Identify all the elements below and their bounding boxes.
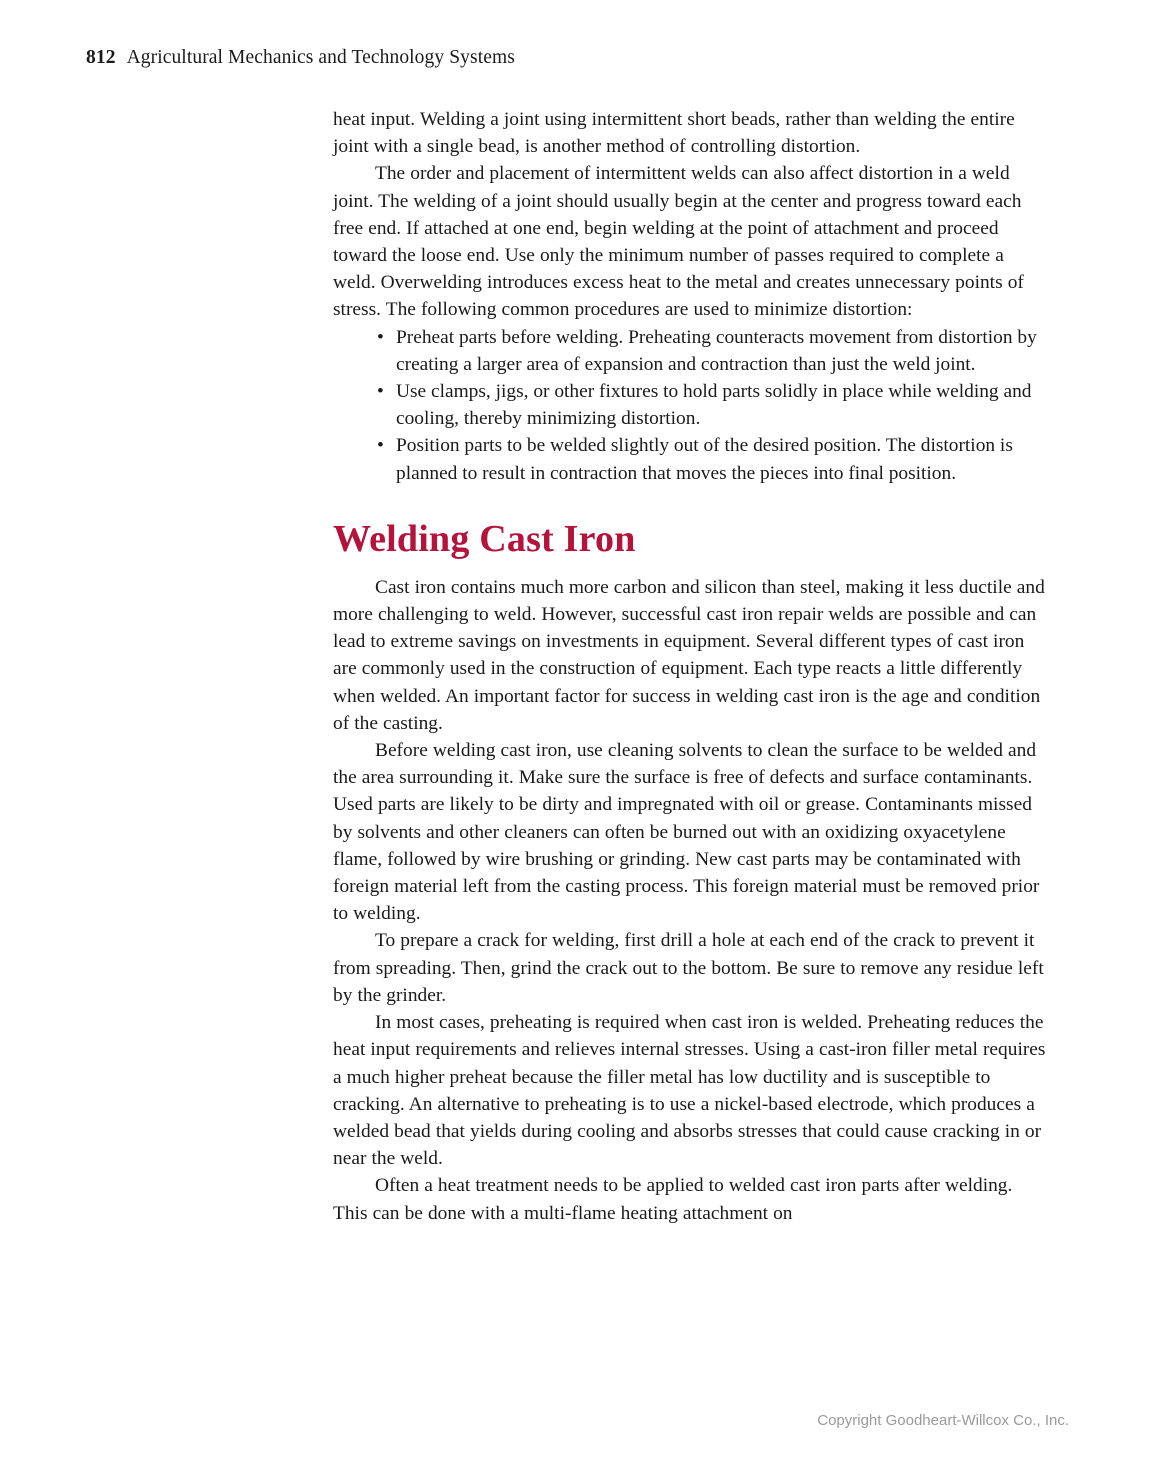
list-item xyxy=(333,324,1049,378)
section-heading: Welding Cast Iron xyxy=(333,517,636,560)
list-item-text: Preheat parts before welding. Preheating counteracts movement from distortion by creating a larger area of expansion and contraction than just the weld joint. xyxy=(396,326,1037,375)
paragraph-7: Often a heat treatment needs to be applied to welded cast iron parts after welding. This can be done with a multi-flame heating attachment on xyxy=(333,1175,1013,1224)
bullet-icon: • xyxy=(377,435,384,457)
paragraph-1: heat input. Welding a joint using intermittent short beads, rather than welding the entire joint with a single bead, is another method of controlling distortion. xyxy=(333,109,1015,158)
paragraph-2: The order and placement of intermittent welds can also affect distortion in a weld joint. The welding of a joint should usually begin at the center and progress toward each free end. If attached at one end, begin welding at the point of attachment and proceed toward the loose end. Use only the minimum number of passes required to complete a weld. Overwelding introduces excess heat to the metal and creates unnecessary points of stress. The following common procedures are used to minimize distortion: xyxy=(333,163,1024,321)
copyright-footer: Copyright Goodheart-Willcox Co., Inc. xyxy=(817,1412,1069,1429)
bullet-icon: • xyxy=(377,326,384,348)
text-column xyxy=(333,106,1049,1227)
running-head-title: Agricultural Mechanics and Technology Systems xyxy=(126,47,515,68)
list-item xyxy=(333,432,1049,486)
procedures-bullet-list xyxy=(333,324,1049,487)
page-number: 812 xyxy=(86,47,116,68)
paragraph-5: To prepare a crack for welding, first drill a hole at each end of the crack to prevent it from spreading. Then, grind the crack out to the bottom. Be sure to remove any residue left by the grinder. xyxy=(333,930,1044,1006)
spacer-before-heading xyxy=(333,487,1049,517)
list-item-text: Use clamps, jigs, or other fixtures to hold parts solidly in place while welding and cooling, thereby minimizing distortion. xyxy=(396,381,1032,430)
paragraph-6: In most cases, preheating is required when cast iron is welded. Preheating reduces the heat input requirements and relieves internal stresses. Using a cast-iron filler metal requires a much higher preheat because the filler metal has low ductility and is susceptible to cracking. An alternative to preheating is to use a nickel-based electrode, which produces a welded bead that yields during cooling and absorbs stresses that could cause cracking in or near the weld. xyxy=(333,1012,1046,1170)
paragraph-4: Before welding cast iron, use cleaning solvents to clean the surface to be welded and the area surrounding it. Make sure the surface is free of defects and surface contaminants. Used parts are likely to be dirty and impregnated with oil or grease. Contaminants missed by solvents and other cleaners can often be burned out with an oxidizing oxyacetylene flame, followed by wire brushing or grinding. New cast parts may be contaminated with foreign material left from the casting process. This foreign material must be removed prior to welding. xyxy=(333,740,1040,925)
list-item-text: Position parts to be welded slightly out of the desired position. The distortion is planned to result in contraction that moves the pieces into final position. xyxy=(396,435,1013,484)
spacer-after-heading xyxy=(333,561,1049,574)
list-item xyxy=(333,378,1049,432)
running-head xyxy=(86,45,515,71)
paragraph-3: Cast iron contains much more carbon and silicon than steel, making it less ductile and more challenging to weld. However, successful cast iron repair welds are possible and can lead to extreme savings on investments in equipment. Several different types of cast iron are commonly used in the construction of equipment. Each type reacts a little differently when welded. An important factor for success in welding cast iron is the age and condition of the casting. xyxy=(333,576,1045,734)
bullet-icon: • xyxy=(377,381,384,403)
